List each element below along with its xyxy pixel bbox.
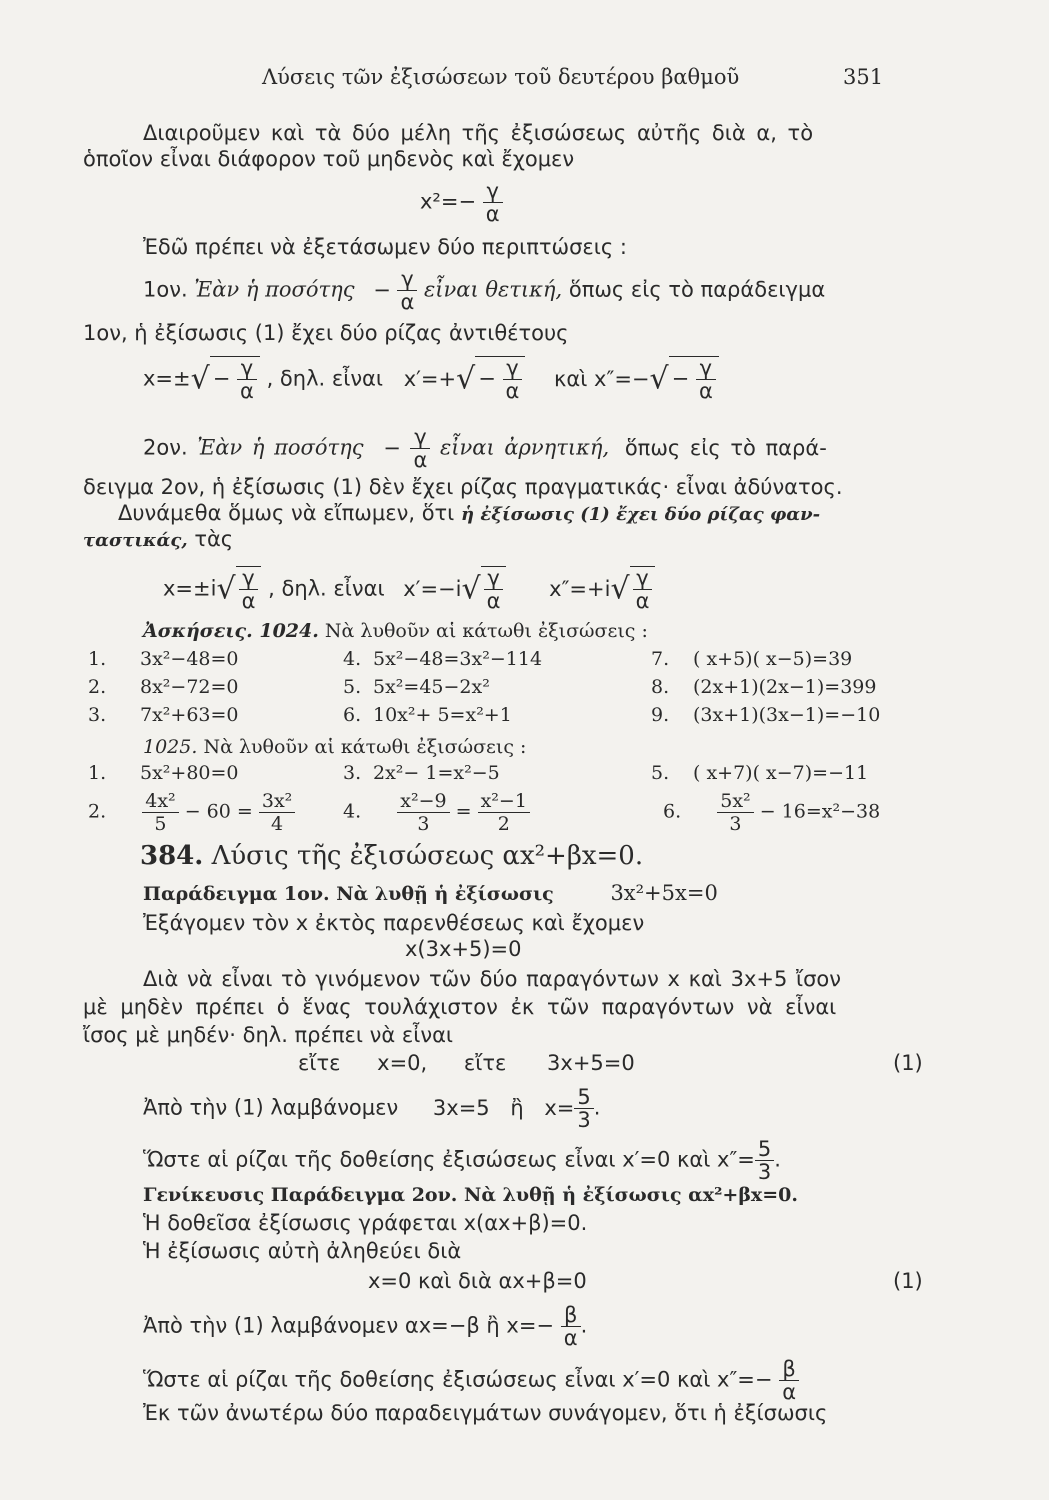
exercise-number: 9. bbox=[651, 704, 670, 726]
exercise-equation: (3x+1)(3x−1)=−10 bbox=[693, 704, 881, 726]
paragraph-line: Ἡ δοθεῖσα ἐξίσωσις γράφεται x(αx+β)=0. bbox=[143, 1211, 588, 1235]
exercise-equation: 5x²+80=0 bbox=[140, 762, 239, 784]
exercise-number: 6. bbox=[343, 704, 362, 726]
exercise-number: 8. bbox=[651, 676, 670, 698]
exercise-equation: 5x²−48=3x²−114 bbox=[373, 648, 543, 670]
exercise-equation: ( x+5)( x−5)=39 bbox=[693, 648, 853, 670]
exercise-equation: 3x²−48=0 bbox=[140, 648, 239, 670]
paragraph-line: ἴσος μὲ μηδέν· δηλ. πρέπει νὰ εἶναι bbox=[83, 1023, 454, 1047]
example-1-heading: Παράδειγμα 1ον. Νὰ λυθῇ ἡ ἐξίσωσις 3x²+5x=0 bbox=[143, 881, 718, 905]
page-number: 351 bbox=[843, 65, 884, 89]
section-384-heading: 384. Λύσις τῆς ἐξισώσεως αx²+βx=0. bbox=[140, 841, 644, 871]
exercise-1024-heading: Ἀσκήσεις. 1024. Νὰ λυθοῦν αἱ κάτωθι ἐξισώσεις : bbox=[143, 620, 648, 642]
paragraph-line: μὲ μηδὲν πρέπει ὁ ἕνας τουλάχιστον ἐκ τῶν παραγόντων νὰ εἶναι bbox=[83, 995, 837, 1019]
derivation-line: Ἀπὸ τὴν (1) λαμβάνομεν 3x=5 ἢ x= $\frac{5}{3}$ . bbox=[143, 1085, 601, 1132]
exercise-equation: 7x²+63=0 bbox=[140, 704, 239, 726]
exercise-1025-row: 6. $\frac{\text{5x²}}{3}$ − 16=x²−38 bbox=[663, 790, 881, 835]
paragraph-line: ὁποῖον εἶναι διάφορον τοῦ μηδενὸς καὶ ἔχομεν bbox=[83, 147, 575, 171]
case1-roots: x=±√ − $\frac{\gamma}{\alpha}$ , δηλ. εἶναι x′=+√ − $\frac{\gamma}{\alpha}$ καὶ x″=−√ − $\frac{\gamma}{\alpha}$ bbox=[143, 356, 719, 402]
running-header: Λύσεις τῶν ἐξισώσεων τοῦ δευτέρου βαθμοῦ bbox=[262, 65, 740, 89]
exercise-number: 5. bbox=[651, 762, 670, 784]
equation: x(3x+5)=0 bbox=[405, 937, 522, 961]
conclusion-line: Ὥστε αἱ ρίζαι τῆς δοθείσης ἐξισώσεως εἶναι x′=0 καὶ x″= $\frac{5}{3}$ . bbox=[143, 1137, 781, 1184]
case2-roots: x=±i√ $\frac{\gamma}{\alpha}$ , δηλ. εἶναι x′=−i√ $\frac{\gamma}{\alpha}$ x″=+i√ $\frac{\gamma}{\alpha}$ bbox=[163, 566, 655, 612]
condition-line: εἴτε x=0, εἴτε 3x+5=0 bbox=[298, 1051, 635, 1075]
conclusion-line: Ὥστε αἱ ρίζαι τῆς δοθείσης ἐξισώσεως εἶναι x′=0 καὶ x″=− $\frac{\beta}{\alpha}$ bbox=[143, 1358, 799, 1403]
paragraph-line: Ἐκ τῶν ἀνωτέρω δύο παραδειγμάτων συνάγομεν, ὅτι ἡ ἐξίσωσις bbox=[143, 1401, 828, 1425]
exercise-equation: 2x²− 1=x²−5 bbox=[373, 762, 500, 784]
generalization-heading: Γενίκευσις Παράδειγμα 2ον. Νὰ λυθῇ ἡ ἐξίσωσις αx²+βx=0. bbox=[143, 1184, 799, 1206]
equation-number: (1) bbox=[893, 1269, 923, 1293]
paragraph-line: Ἐξάγομεν τὸν x ἐκτὸς παρενθέσεως καὶ ἔχομεν bbox=[143, 911, 645, 935]
exercise-number: 7. bbox=[651, 648, 670, 670]
paragraph-line: 1ον, ἡ ἐξίσωσις (1) ἔχει δύο ρίζας ἀντιθέτους bbox=[83, 321, 569, 345]
exercise-equation: 8x²−72=0 bbox=[140, 676, 239, 698]
exercise-number: 1. bbox=[88, 762, 107, 784]
paragraph-line: Δυνάμεθα ὅμως νὰ εἴπωμεν, ὅτι ἡ ἐξίσωσις (1) ἔχει δύο ρίζας φαν- bbox=[118, 501, 821, 525]
exercise-1025-heading: 1025. Νὰ λυθοῦν αἱ κάτωθι ἐξισώσεις : bbox=[143, 736, 527, 758]
exercise-number: 3. bbox=[343, 762, 362, 784]
equation: x=0 καὶ διὰ αx+β=0 bbox=[368, 1269, 587, 1293]
case2-line: 2ον. Ἐὰν ἡ ποσότης − $\frac{\gamma}{\alpha}$ εἶναι ἀρνητική, ὅπως εἰς τὸ παρά- bbox=[143, 425, 827, 472]
case1-line: 1ον. Ἐὰν ἡ ποσότης − $\frac{\gamma}{\alpha}$ εἶναι θετική, ὅπως εἰς τὸ παράδειγμα bbox=[143, 267, 826, 314]
fraction: $\frac{\gamma}{\alpha}$ bbox=[483, 180, 503, 225]
exercise-number: 3. bbox=[88, 704, 107, 726]
exercise-equation: ( x+7)( x−7)=−11 bbox=[693, 762, 869, 784]
exercise-equation: (2x+1)(2x−1)=399 bbox=[693, 676, 877, 698]
derivation-line: Ἀπὸ τὴν (1) λαμβάνομεν αx=−β ἢ x=− $\frac{\beta}{\alpha}$ . bbox=[143, 1303, 588, 1350]
exercise-number: 1. bbox=[88, 648, 107, 670]
equation-number: (1) bbox=[893, 1051, 923, 1075]
exercise-number: 5. bbox=[343, 676, 362, 698]
paragraph-line: δειγμα 2ον, ἡ ἐξίσωσις (1) δὲν ἔχει ρίζας πραγματικάς· εἶναι ἀδύνατος. bbox=[83, 475, 843, 499]
paragraph-line: ταστικάς, τὰς bbox=[83, 527, 234, 551]
paragraph-line: Ἡ ἐξίσωσις αὐτὴ ἀληθεύει διὰ bbox=[143, 1239, 462, 1263]
paragraph-line: Ἐδῶ πρέπει νὰ ἐξετάσωμεν δύο περιπτώσεις : bbox=[143, 235, 627, 259]
exercise-equation: 5x²=45−2x² bbox=[373, 676, 490, 698]
exercise-number: 2. bbox=[88, 676, 107, 698]
paragraph-line: Διαιροῦμεν καὶ τὰ δύο μέλη τῆς ἐξισώσεως αὐτῆς διὰ α, τὸ bbox=[143, 121, 814, 145]
exercise-number: 4. bbox=[343, 648, 362, 670]
exercise-1025-row: 2. $\frac{\text{4x²}}{5}$ − 60 = $\frac{\text{3x²}}{4}$ bbox=[88, 790, 295, 835]
paragraph-line: Διὰ νὰ εἶναι τὸ γινόμενον τῶν δύο παραγόντων x καὶ 3x+5 ἴσον bbox=[143, 967, 841, 991]
exercise-equation: 10x²+ 5=x²+1 bbox=[373, 704, 512, 726]
equation-x-squared: x²=− $\frac{\gamma}{\alpha}$ bbox=[420, 180, 503, 225]
exercise-1025-row: 4. $\frac{\text{x²−9}}{3}$ = $\frac{\text{x²−1}}{2}$ bbox=[343, 790, 530, 835]
